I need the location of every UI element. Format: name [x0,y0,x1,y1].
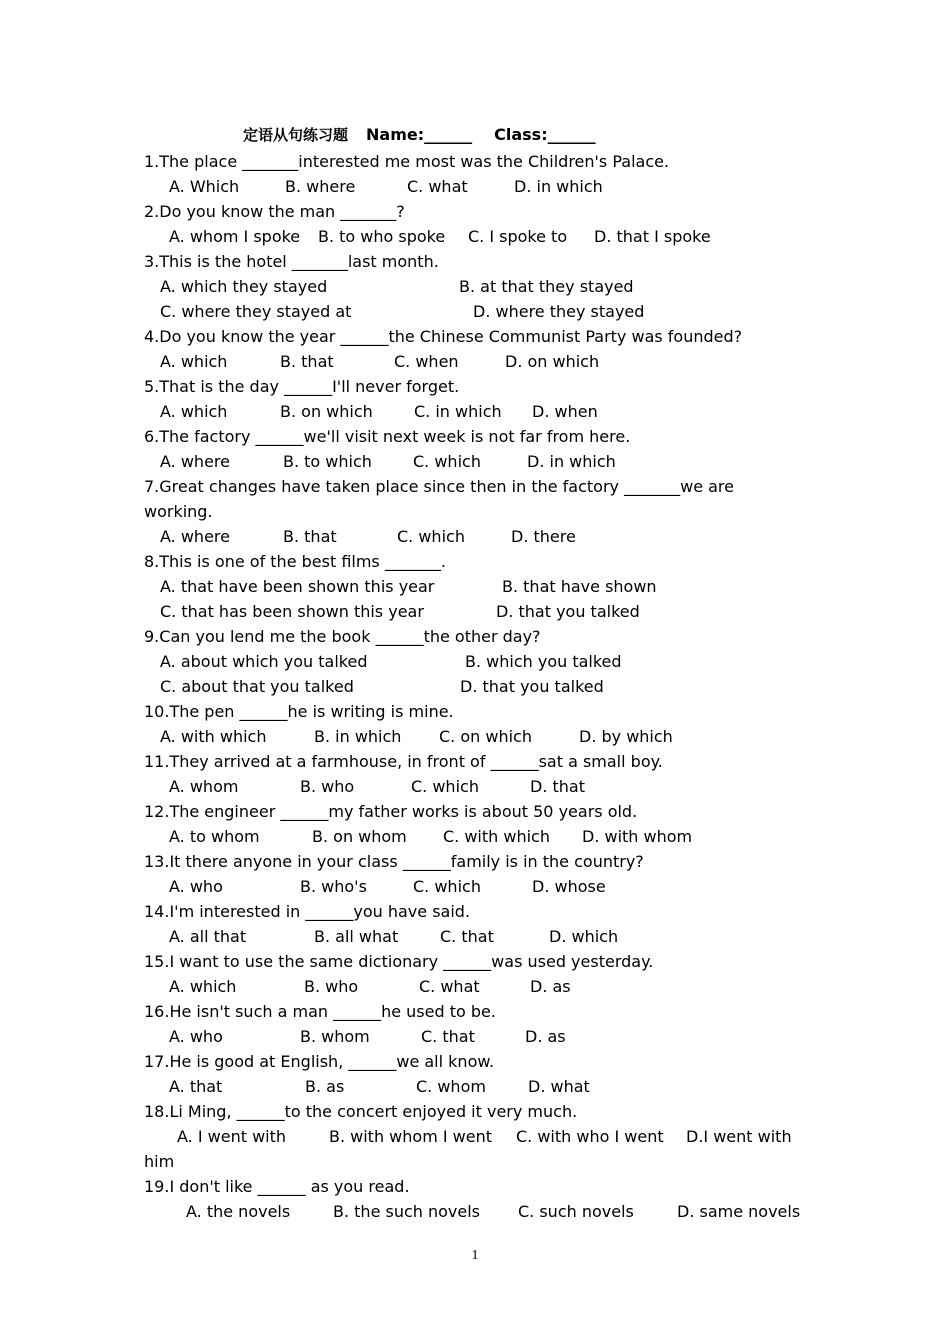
option-row [144,774,824,799]
answer-option-b: B. who's [300,877,367,896]
option-row [144,724,824,749]
answer-option-c: C. what [407,177,468,196]
option-row [144,174,824,199]
answer-option-c: C. what [419,977,480,996]
answer-option-d: D. with whom [582,827,693,846]
class-field: Class:______ [494,125,596,144]
answer-option-a: A. about which you talked [160,652,368,671]
question-text: 5.That is the day ______I'll never forget. [144,377,460,396]
answer-option-d: D. which [549,927,619,946]
option-row [144,1074,824,1099]
option-row [144,974,824,999]
question-text-continued: working. [144,502,213,521]
answer-option-d: D. there [511,527,576,546]
answer-option-c: C. on which [439,727,532,746]
question-text: 16.He isn't such a man ______he used to be. [144,1002,496,1021]
option-row [144,524,824,549]
answer-option-d: D. same novels [677,1202,801,1221]
answer-option-c: C. which [413,452,481,471]
option-row [144,674,824,699]
answer-option-a: A. the novels [186,1202,291,1221]
question-text: 15.I want to use the same dictionary ______was used yesterday. [144,952,654,971]
answer-option-a: A. which [160,402,228,421]
answer-option-c: C. such novels [518,1202,634,1221]
option-row [144,399,824,424]
answer-option-b: B. with whom I went [329,1127,493,1146]
answer-option-d: D. that [530,777,585,796]
answer-option-d: D. in which [514,177,603,196]
question-text: 14.I'm interested in ______you have said. [144,902,471,921]
question-text: 17.He is good at English, ______we all know. [144,1052,495,1071]
answer-option-a: A. that have been shown this year [160,577,435,596]
answer-option-b: B. to which [283,452,372,471]
answer-option-c: C. which [413,877,481,896]
question-text: 4.Do you know the year ______the Chinese Communist Party was founded? [144,327,743,346]
answer-option-a: A. whom I spoke [169,227,301,246]
worksheet-title: 定语从句练习题 [243,126,349,144]
answer-option-d: D. what [528,1077,590,1096]
answer-option-b: B. who [300,777,355,796]
answer-option-d: D. by which [579,727,673,746]
answer-option-c: C. in which [414,402,502,421]
answer-option-b: B. in which [314,727,402,746]
answer-option-b: B. that have shown [502,577,657,596]
answer-option-a: C. where they stayed at [160,302,352,321]
answer-option-c: C. that [421,1027,475,1046]
answer-option-d: D. in which [527,452,616,471]
answer-option-a: A. that [169,1077,223,1096]
answer-option-c: C. which [411,777,479,796]
answer-option-c: C. which [397,527,465,546]
option-row [144,1124,824,1149]
question-text: 13.It there anyone in your class ______family is in the country? [144,852,644,871]
answer-option-b: B. that [280,352,334,371]
answer-option-b: B. to who spoke [318,227,446,246]
question-text: 9.Can you lend me the book ______the other day? [144,627,541,646]
answer-option-c: C. when [394,352,459,371]
answer-option-b: B. the such novels [333,1202,481,1221]
answer-option-b: D. that you talked [496,602,640,621]
option-row [144,274,824,299]
option-row [144,349,824,374]
answer-option-a: A. which [169,977,237,996]
answer-option-c: C. whom [416,1077,486,1096]
answer-option-c: C. that [440,927,494,946]
question-text: 2.Do you know the man _______? [144,202,405,221]
answer-option-d: D. whose [532,877,606,896]
answer-option-b: D. where they stayed [473,302,645,321]
answer-option-a: A. where [160,452,230,471]
answer-option-c: C. I spoke to [468,227,568,246]
answer-option-a: A. who [169,1027,223,1046]
answer-option-d: D.I went with [686,1127,792,1146]
answer-option-b: B. on whom [312,827,407,846]
question-text: 12.The engineer ______my father works is about 50 years old. [144,802,638,821]
question-text: 18.Li Ming, ______to the concert enjoyed it very much. [144,1102,578,1121]
answer-option-c: C. with who I went [516,1127,664,1146]
option-row [144,224,824,249]
question-text: 8.This is one of the best films _______. [144,552,446,571]
question-text: 10.The pen ______he is writing is mine. [144,702,454,721]
answer-option-a: A. where [160,527,230,546]
answer-option-a: A. whom [169,777,239,796]
answer-option-a: A. Which [169,177,240,196]
question-text: 11.They arrived at a farmhouse, in front of ______sat a small boy. [144,752,663,771]
option-row [144,599,824,624]
answer-option-b: B. whom [300,1027,370,1046]
option-row [144,824,824,849]
answer-option-c: C. with which [443,827,550,846]
question-text: 1.The place _______interested me most was the Children's Palace. [144,152,670,171]
page-number: 1 [471,1248,479,1263]
option-row [144,1024,824,1049]
question-list [144,149,824,1224]
answer-option-a: C. about that you talked [160,677,354,696]
answer-option-b: B. all what [314,927,399,946]
answer-option-d: D. as [525,1027,566,1046]
question-text: 3.This is the hotel _______last month. [144,252,439,271]
answer-option-a: A. with which [160,727,267,746]
answer-option-a: A. to whom [169,827,260,846]
option-row [144,574,824,599]
option-row [144,299,824,324]
answer-option-b: B. who [304,977,359,996]
answer-option-a: A. which [160,352,228,371]
answer-option-b: B. that [283,527,337,546]
answer-option-a: A. who [169,877,223,896]
answer-option-a: A. all that [169,927,247,946]
question-text: 6.The factory ______we'll visit next week is not far from here. [144,427,631,446]
option-row [144,649,824,674]
answer-option-b: D. that you talked [460,677,604,696]
answer-option-b: B. at that they stayed [459,277,634,296]
option-row [144,924,824,949]
worksheet-header [243,124,596,149]
question-text: 19.I don't like ______ as you read. [144,1177,410,1196]
option-row [144,449,824,474]
option-row [144,1199,824,1224]
answer-option-b: B. on which [280,402,373,421]
answer-option-d: D. when [532,402,598,421]
answer-option-a: A. I went with [177,1127,287,1146]
answer-option-a: C. that has been shown this year [160,602,424,621]
answer-option-d: D. that I spoke [594,227,711,246]
answer-option-a: A. which they stayed [160,277,328,296]
answer-option-b: B. which you talked [465,652,622,671]
answer-option-d: D. on which [505,352,600,371]
question-text: 7.Great changes have taken place since then in the factory _______we are [144,477,734,496]
answer-option-d: D. as [530,977,571,996]
option-text-continued: him [144,1152,175,1171]
answer-option-b: B. as [305,1077,345,1096]
option-row [144,874,824,899]
answer-option-b: B. where [285,177,356,196]
name-field: Name:______ [366,125,473,144]
